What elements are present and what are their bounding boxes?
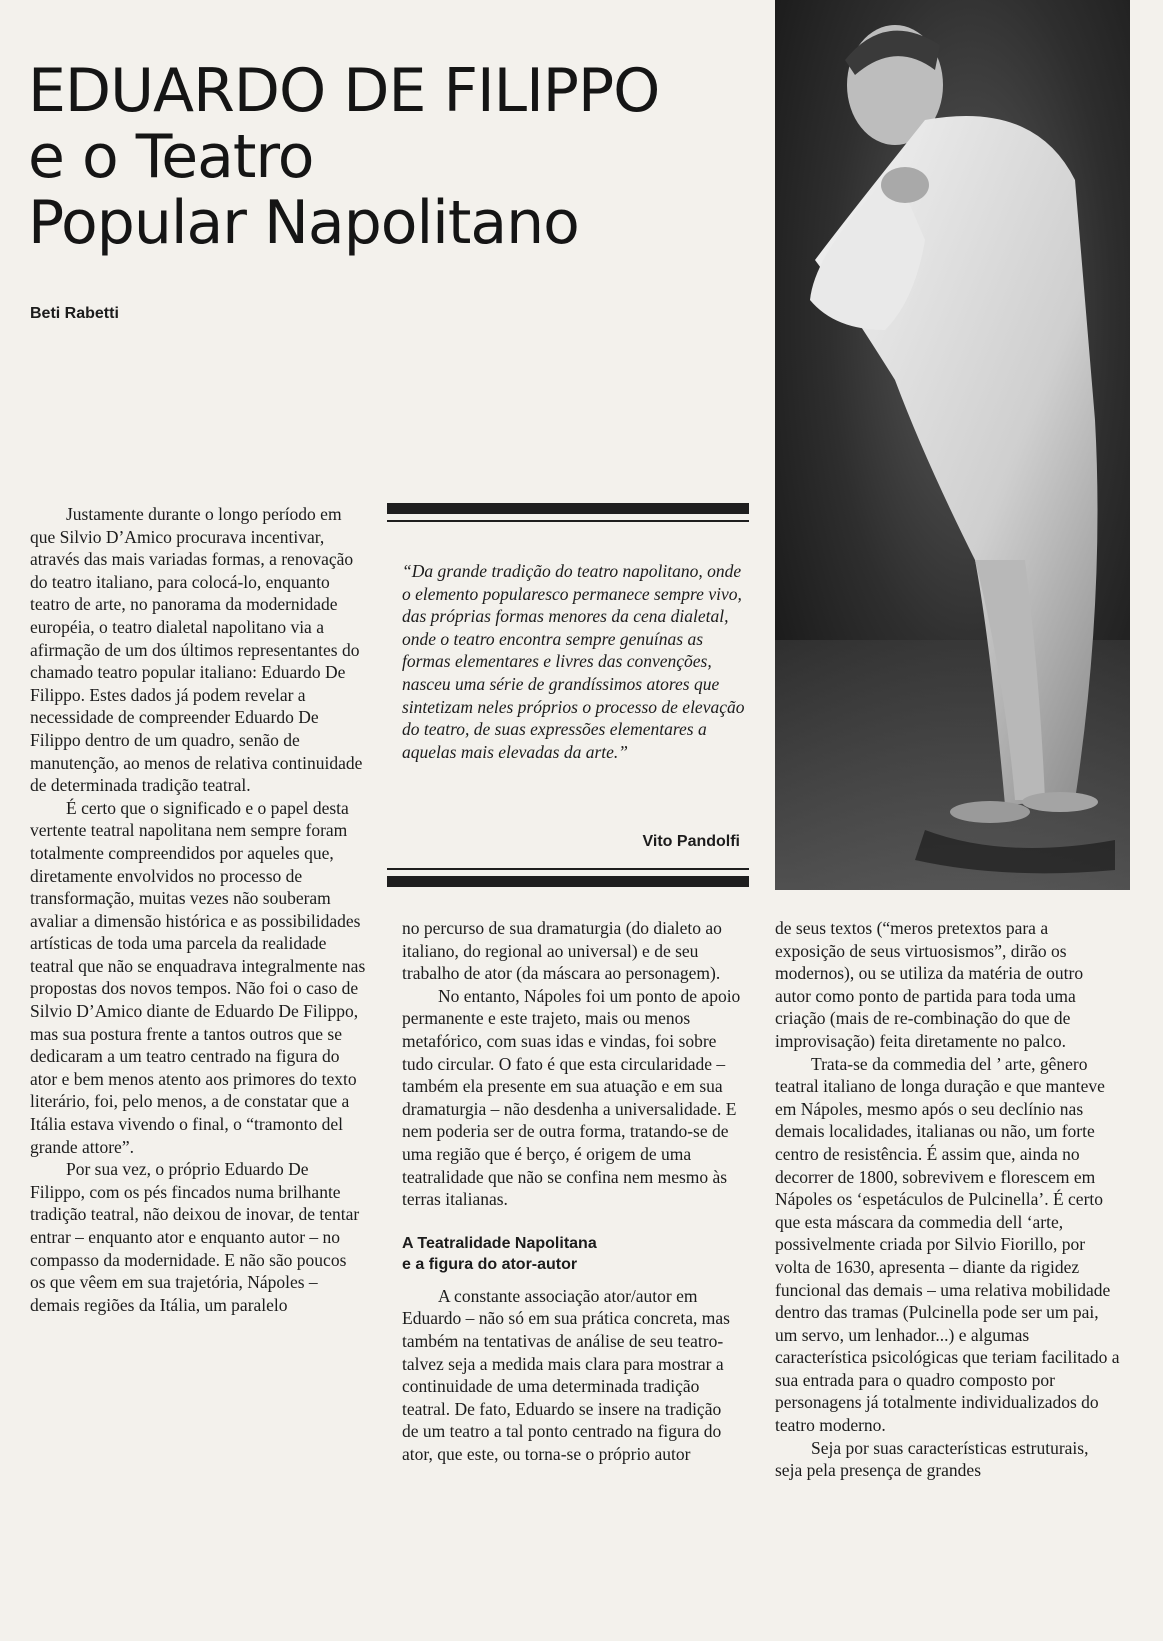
actor-photo-icon <box>775 0 1130 890</box>
quote-rule-bottom-thin <box>387 868 749 870</box>
col3-paragraph-2: Trata-se da commedia del ’ arte, gênero teatral italiano de longa duração e que manteve em Nápoles, mesmo após o seu declínio nas demais localidades, italianas ou não, um forte centro de resistência. É assim que, ainda no decorrer de 1800, sobrevivem e florescem em Nápoles os ‘espetáculos de Pulcinella’. É certo que esta máscara da commedia dell ‘arte, possivelmente criada por Silvio Fiorillo, por volta de 1630, apresenta – diante da rigidez funcional das demais – uma relativa mobilidade dentro das tramas (Pulcinella pode ser um pai, um servo, um lenhador...) e algumas característica psicológicas que teriam facilitado a sua entrada para o quadro composto por personagens já totalmente individualizados do teatro moderno. <box>775 1053 1120 1436</box>
quote-rule-top-thin <box>387 520 749 522</box>
title-line-3: Popular Napolitano <box>28 188 579 258</box>
section-heading-line-2: e a figura do ator-autor <box>402 1255 578 1273</box>
col1-paragraph-3: Por sua vez, o próprio Eduardo De Filippo, com os pés fincados numa brilhante tradição teatral, não deixou de inovar, de tentar entrar – enquanto ator e enquanto autor – no compasso da modernidade. E não são poucos os que vêem em sua trajetória, Nápoles – demais regiões da Itália, um paralelo <box>30 1159 360 1315</box>
column-2 <box>402 917 742 1465</box>
column-3 <box>775 917 1120 1482</box>
col2-paragraph-1: no percurso de sua dramaturgia (do dialeto ao italiano, do regional ao universal) e de seu trabalho de ator (da máscara ao personagem). <box>402 918 722 984</box>
pull-quote: “Da grande tradição do teatro napolitano, onde o elemento popularesco permanece sempre vivo, das próprias formas menores da cena dialetal, onde o teatro encontra sempre genuínas as formas elementares e livres das convenções, nasceu uma série de grandíssimos atores que sintetizam neles próprios o processo de elevação do teatro, de suas expressões elementares a aquelas mais elevadas da arte.” <box>402 561 745 762</box>
col3-paragraph-3: Seja por suas características estruturais, seja pela presença de grandes <box>775 1437 1089 1481</box>
col2-paragraph-3: A constante associação ator/autor em Eduardo – não só em sua prática concreta, mas também na tentativas de análise de seu teatro-talvez seja a medida mais clara para mostrar a continuidade de uma determinada tradição teatral. De fato, Eduardo se insere na tradição de um teatro a tal ponto centrado na figura do ator, que este, ou torna-se o próprio autor <box>402 1285 730 1464</box>
section-heading <box>402 1233 742 1275</box>
section-heading-line-1: A Teatralidade Napolitana <box>402 1234 597 1252</box>
quote-rule-bottom-thick <box>387 876 749 887</box>
col3-paragraph-1: de seus textos (“meros pretextos para a exposição de seus virtuosismos”, dirão os modernos), ou se utiliza da matéria de outro autor como ponto de partida para toda uma criação (mais de re-combinação do que de improvisação) feita diretamente no palco. <box>775 918 1084 1051</box>
article-title <box>28 58 748 256</box>
author-byline: Beti Rabetti <box>30 305 119 322</box>
col1-paragraph-1: Justamente durante o longo período em que Silvio D’Amico procurava incentivar, através das mais variadas formas, a renovação do teatro italiano, para colocá-lo, enquanto teatro de arte, no panorama da modernidade européia, o teatro dialetal napolitano via a afirmação de um dos últimos representantes do chamado teatro popular italiano: Eduardo De Filippo. Estes dados já podem revelar a necessidade de compreender Eduardo De Filippo dentro de um quadro, senão de manutenção, ao menos de relativa continuidade de determinada tradição teatral. <box>30 504 363 796</box>
column-1 <box>30 503 366 1316</box>
title-line-1: EDUARDO DE FILIPPO <box>28 56 660 126</box>
quote-attribution: Vito Pandolfi <box>642 833 740 850</box>
col2-paragraph-2: No entanto, Nápoles foi um ponto de apoio permanente e este trajeto, mais ou menos metafórico, com suas idas e vindas, foi sobre tudo circular. O fato é que esta circularidade – também ela presente em sua atuação e em sua dramaturgia – não desdenha a universalidade. E nem poderia ser de outra forma, tratando-se de uma região que é berço, é origem de uma teatralidade que não se confina nem mesmo às terras italianas. <box>402 985 741 1210</box>
actor-photo <box>775 0 1130 890</box>
quote-rule-top-thick <box>387 503 749 514</box>
col1-paragraph-2: É certo que o significado e o papel desta vertente teatral napolitana nem sempre foram totalmente compreendidos por aqueles que, diretamente envolvidos no processo de transformação, muitas vezes não souberam avaliar a dimensão histórica e as possibilidades artísticas de toda uma parcela da realidade teatral que não se enquadrava integralmente nas propostas dos novos tempos. Não foi o caso de Silvio D’Amico diante de Eduardo De Filippo, mas sua postura frente a tantos outros que se dedicaram a um teatro centrado na figura do ator e bem menos atento aos primores do texto literário, foi, pelo menos, a de constatar que a Itália estava vivendo o final, o “tramonto del grande attore”. <box>30 797 366 1157</box>
title-line-2: e o Teatro <box>28 122 314 192</box>
